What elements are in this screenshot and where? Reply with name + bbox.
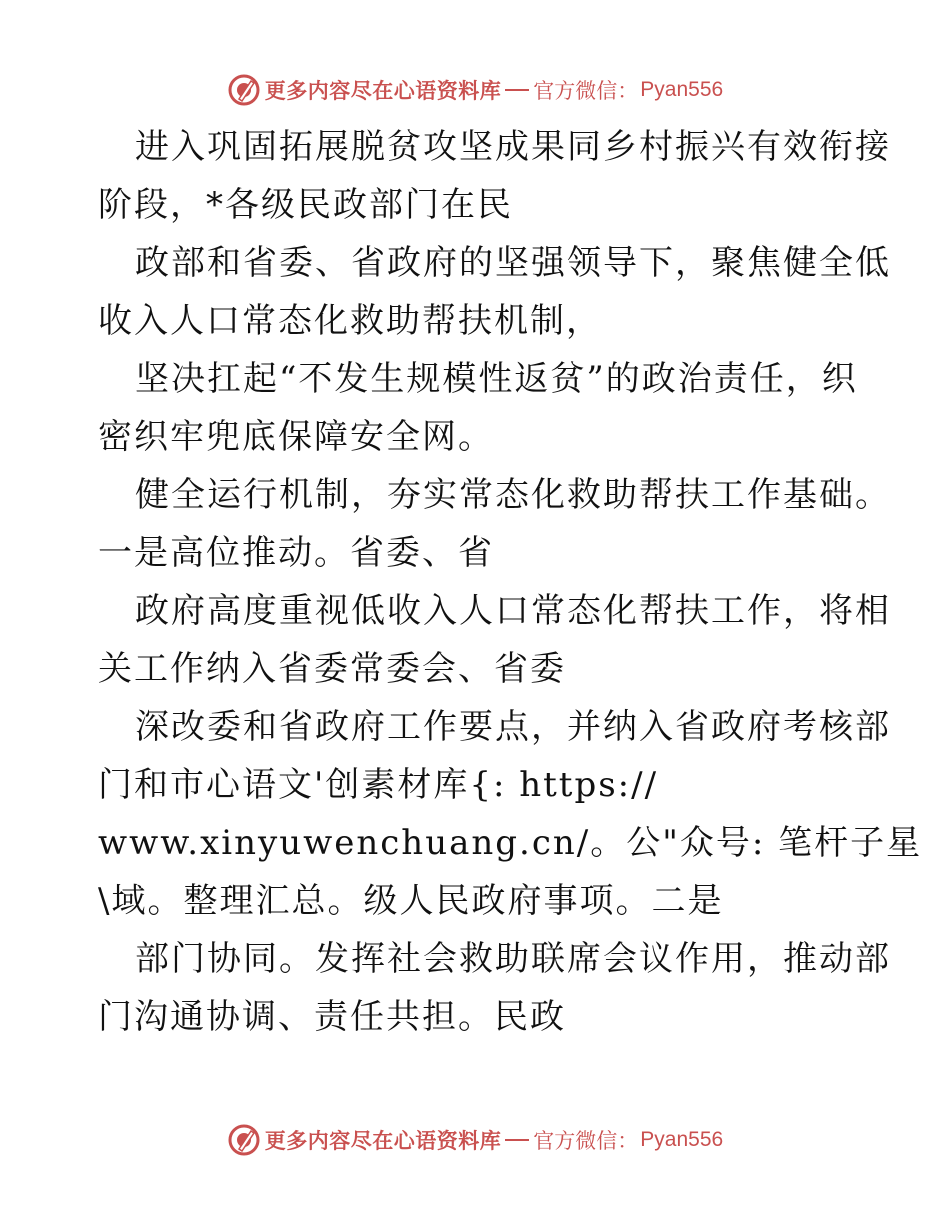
body-line: 政府高度重视低收入人口常态化帮扶工作，将相: [135, 591, 891, 631]
header-banner-dash: [505, 89, 529, 91]
footer-wechat-label: 官方微信：: [533, 1129, 639, 1153]
document-body: [98, 118, 923, 1046]
body-line: 阶段，*各级民政部门在民: [98, 185, 513, 225]
footer-banner-text: 更多内容尽在心语资料库: [264, 1128, 502, 1153]
body-line: 深改委和省政府工作要点，并纳入省政府考核部: [135, 707, 891, 747]
body-line: 政部和省委、省政府的坚强领导下，聚焦健全低: [135, 243, 891, 283]
body-line: 健全运行机制，夯实常态化救助帮扶工作基础。: [135, 475, 891, 515]
body-line: 收入人口常态化救助帮扶机制，: [98, 301, 602, 341]
header-wechat-id: Pyan556: [640, 78, 724, 101]
footer-banner-dash: [505, 1139, 529, 1141]
body-line-url: www.xinyuwenchuang.cn/。公"众号: 笔杆子星: [98, 823, 923, 863]
body-line: 一是高位推动。省委、省: [98, 533, 494, 573]
body-line: 坚决扛起“不发生规模性返贫”的政治责任，织: [135, 359, 858, 399]
body-line: 部门协同。发挥社会救助联席会议作用，推动部: [135, 939, 891, 979]
header-banner-text: 更多内容尽在心语资料库: [264, 78, 502, 103]
brand-logo-icon: [227, 73, 261, 107]
footer-wechat-id: Pyan556: [640, 1128, 724, 1151]
page-header-banner: [0, 70, 950, 110]
header-wechat-label: 官方微信：: [533, 79, 639, 103]
body-line: 密织牢兜底保障安全网。: [98, 417, 494, 457]
page-footer-banner: [0, 1120, 950, 1160]
brand-logo-icon: [227, 1123, 261, 1157]
body-line: \域。整理汇总。级人民政府事项。二是: [98, 881, 724, 921]
body-line: 关工作纳入省委常委会、省委: [98, 649, 566, 689]
body-line: 门和市心语文'创素材库{: https://: [98, 765, 659, 805]
body-line: 门沟通协调、责任共担。民政: [98, 997, 566, 1037]
body-line: 进入巩固拓展脱贫攻坚成果同乡村振兴有效衔接: [135, 127, 891, 167]
